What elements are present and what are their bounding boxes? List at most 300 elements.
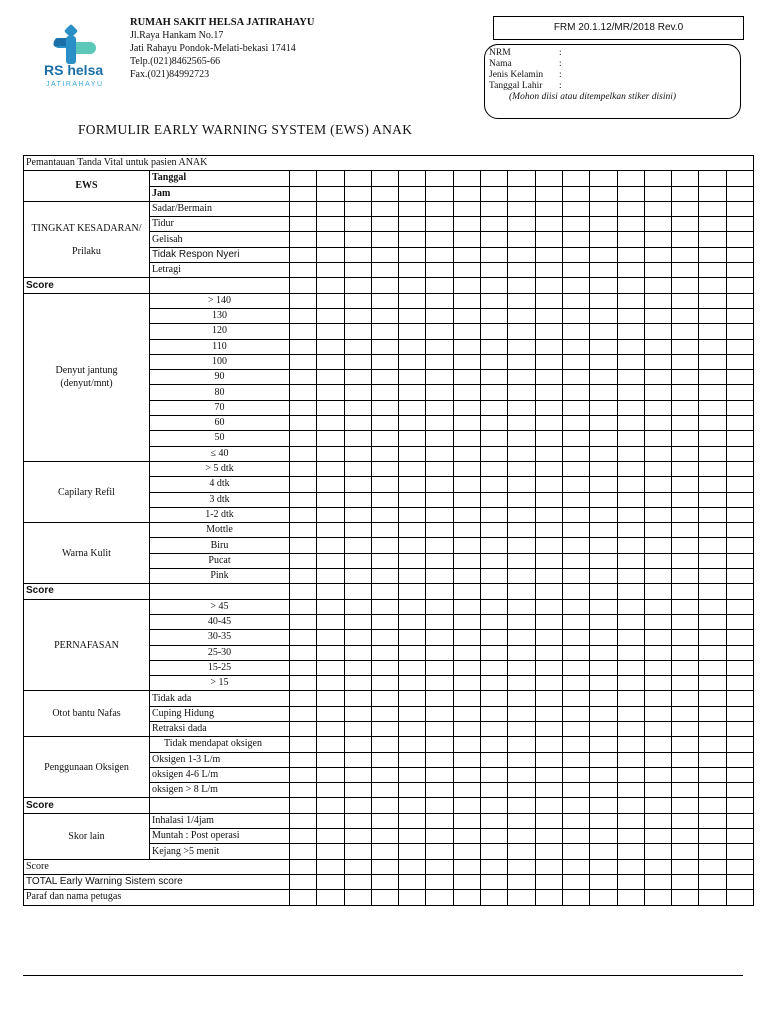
entry-cell[interactable]	[672, 217, 699, 232]
entry-cell[interactable]	[644, 201, 671, 216]
entry-cell[interactable]	[453, 416, 480, 431]
entry-cell[interactable]	[344, 278, 371, 293]
entry-cell[interactable]	[453, 783, 480, 798]
entry-cell[interactable]	[508, 171, 535, 186]
entry-cell[interactable]	[672, 844, 699, 859]
entry-cell[interactable]	[481, 599, 508, 614]
entry-cell[interactable]	[562, 263, 589, 278]
entry-cell[interactable]	[562, 783, 589, 798]
entry-cell[interactable]	[562, 370, 589, 385]
entry-cell[interactable]	[535, 416, 562, 431]
entry-cell[interactable]	[399, 461, 426, 476]
entry-cell[interactable]	[344, 614, 371, 629]
entry-cell[interactable]	[590, 874, 617, 889]
entry-cell[interactable]	[481, 446, 508, 461]
entry-cell[interactable]	[644, 492, 671, 507]
entry-cell[interactable]	[644, 278, 671, 293]
entry-cell[interactable]	[644, 645, 671, 660]
entry-cell[interactable]	[617, 737, 644, 752]
entry-cell[interactable]	[644, 431, 671, 446]
entry-cell[interactable]	[590, 645, 617, 660]
entry-cell[interactable]	[371, 201, 398, 216]
entry-cell[interactable]	[317, 492, 344, 507]
entry-cell[interactable]	[426, 752, 453, 767]
entry-cell[interactable]	[562, 798, 589, 813]
entry-cell[interactable]	[344, 263, 371, 278]
entry-cell[interactable]	[290, 660, 317, 675]
entry-cell[interactable]	[344, 752, 371, 767]
entry-cell[interactable]	[699, 660, 726, 675]
entry-cell[interactable]	[590, 278, 617, 293]
entry-cell[interactable]	[290, 492, 317, 507]
entry-cell[interactable]	[644, 569, 671, 584]
entry-cell[interactable]	[508, 630, 535, 645]
entry-cell[interactable]	[699, 461, 726, 476]
entry-cell[interactable]	[508, 660, 535, 675]
entry-cell[interactable]	[535, 431, 562, 446]
entry-cell[interactable]	[426, 416, 453, 431]
entry-cell[interactable]	[453, 844, 480, 859]
entry-cell[interactable]	[562, 507, 589, 522]
entry-cell[interactable]	[535, 293, 562, 308]
entry-cell[interactable]	[617, 232, 644, 247]
entry-cell[interactable]	[617, 523, 644, 538]
entry-cell[interactable]	[672, 798, 699, 813]
entry-cell[interactable]	[726, 201, 754, 216]
entry-cell[interactable]	[562, 844, 589, 859]
entry-cell[interactable]	[290, 385, 317, 400]
entry-cell[interactable]	[453, 354, 480, 369]
entry-cell[interactable]	[344, 217, 371, 232]
entry-cell[interactable]	[590, 385, 617, 400]
entry-cell[interactable]	[317, 308, 344, 323]
entry-cell[interactable]	[672, 446, 699, 461]
entry-cell[interactable]	[726, 813, 754, 828]
entry-cell[interactable]	[535, 599, 562, 614]
entry-cell[interactable]	[453, 263, 480, 278]
entry-cell[interactable]	[644, 400, 671, 415]
entry-cell[interactable]	[371, 400, 398, 415]
entry-cell[interactable]	[317, 691, 344, 706]
entry-cell[interactable]	[617, 783, 644, 798]
entry-cell[interactable]	[644, 553, 671, 568]
entry-cell[interactable]	[535, 783, 562, 798]
entry-cell[interactable]	[617, 416, 644, 431]
entry-cell[interactable]	[290, 584, 317, 599]
entry-cell[interactable]	[426, 461, 453, 476]
entry-cell[interactable]	[317, 324, 344, 339]
entry-cell[interactable]	[290, 737, 317, 752]
entry-cell[interactable]	[290, 645, 317, 660]
entry-cell[interactable]	[317, 767, 344, 782]
entry-cell[interactable]	[399, 630, 426, 645]
entry-cell[interactable]	[672, 416, 699, 431]
entry-cell[interactable]	[371, 859, 398, 874]
entry-cell[interactable]	[562, 201, 589, 216]
entry-cell[interactable]	[426, 400, 453, 415]
entry-cell[interactable]	[617, 599, 644, 614]
entry-cell[interactable]	[590, 767, 617, 782]
entry-cell[interactable]	[317, 186, 344, 201]
entry-cell[interactable]	[699, 553, 726, 568]
entry-cell[interactable]	[481, 247, 508, 262]
entry-cell[interactable]	[508, 416, 535, 431]
entry-cell[interactable]	[399, 859, 426, 874]
entry-cell[interactable]	[726, 370, 754, 385]
entry-cell[interactable]	[562, 278, 589, 293]
entry-cell[interactable]	[562, 569, 589, 584]
entry-cell[interactable]	[399, 767, 426, 782]
entry-cell[interactable]	[590, 599, 617, 614]
entry-cell[interactable]	[290, 783, 317, 798]
entry-cell[interactable]	[672, 874, 699, 889]
entry-cell[interactable]	[290, 721, 317, 736]
entry-cell[interactable]	[371, 232, 398, 247]
entry-cell[interactable]	[535, 324, 562, 339]
entry-cell[interactable]	[453, 400, 480, 415]
entry-cell[interactable]	[344, 461, 371, 476]
entry-cell[interactable]	[371, 783, 398, 798]
entry-cell[interactable]	[317, 721, 344, 736]
entry-cell[interactable]	[726, 737, 754, 752]
entry-cell[interactable]	[399, 676, 426, 691]
entry-cell[interactable]	[453, 339, 480, 354]
entry-cell[interactable]	[426, 783, 453, 798]
entry-cell[interactable]	[453, 874, 480, 889]
entry-cell[interactable]	[344, 370, 371, 385]
entry-cell[interactable]	[562, 186, 589, 201]
entry-cell[interactable]	[726, 247, 754, 262]
entry-cell[interactable]	[508, 829, 535, 844]
entry-cell[interactable]	[644, 446, 671, 461]
entry-cell[interactable]	[426, 431, 453, 446]
entry-cell[interactable]	[617, 461, 644, 476]
entry-cell[interactable]	[481, 767, 508, 782]
entry-cell[interactable]	[644, 232, 671, 247]
entry-cell[interactable]	[508, 201, 535, 216]
entry-cell[interactable]	[344, 767, 371, 782]
entry-cell[interactable]	[535, 308, 562, 323]
entry-cell[interactable]	[290, 354, 317, 369]
entry-cell[interactable]	[399, 492, 426, 507]
entry-cell[interactable]	[508, 538, 535, 553]
entry-cell[interactable]	[562, 354, 589, 369]
entry-cell[interactable]	[453, 293, 480, 308]
entry-cell[interactable]	[508, 339, 535, 354]
entry-cell[interactable]	[699, 538, 726, 553]
entry-cell[interactable]	[562, 676, 589, 691]
entry-cell[interactable]	[481, 201, 508, 216]
entry-cell[interactable]	[317, 584, 344, 599]
entry-cell[interactable]	[481, 614, 508, 629]
entry-cell[interactable]	[562, 324, 589, 339]
entry-cell[interactable]	[371, 538, 398, 553]
entry-cell[interactable]	[453, 890, 480, 905]
entry-cell[interactable]	[508, 676, 535, 691]
entry-cell[interactable]	[453, 829, 480, 844]
entry-cell[interactable]	[481, 431, 508, 446]
entry-cell[interactable]	[508, 798, 535, 813]
entry-cell[interactable]	[399, 278, 426, 293]
entry-cell[interactable]	[344, 523, 371, 538]
entry-cell[interactable]	[535, 201, 562, 216]
entry-cell[interactable]	[562, 232, 589, 247]
entry-cell[interactable]	[644, 461, 671, 476]
entry-cell[interactable]	[317, 829, 344, 844]
entry-cell[interactable]	[399, 523, 426, 538]
entry-cell[interactable]	[535, 385, 562, 400]
entry-cell[interactable]	[399, 400, 426, 415]
entry-cell[interactable]	[617, 721, 644, 736]
entry-cell[interactable]	[290, 263, 317, 278]
entry-cell[interactable]	[399, 324, 426, 339]
entry-cell[interactable]	[535, 829, 562, 844]
entry-cell[interactable]	[344, 584, 371, 599]
entry-cell[interactable]	[290, 890, 317, 905]
entry-cell[interactable]	[426, 263, 453, 278]
entry-cell[interactable]	[617, 217, 644, 232]
entry-cell[interactable]	[371, 569, 398, 584]
entry-cell[interactable]	[426, 232, 453, 247]
entry-cell[interactable]	[344, 691, 371, 706]
entry-cell[interactable]	[617, 400, 644, 415]
entry-cell[interactable]	[399, 706, 426, 721]
entry-cell[interactable]	[590, 461, 617, 476]
entry-cell[interactable]	[672, 171, 699, 186]
entry-cell[interactable]	[535, 614, 562, 629]
entry-cell[interactable]	[699, 217, 726, 232]
entry-cell[interactable]	[481, 385, 508, 400]
entry-cell[interactable]	[590, 614, 617, 629]
entry-cell[interactable]	[699, 186, 726, 201]
entry-cell[interactable]	[508, 813, 535, 828]
entry-cell[interactable]	[317, 247, 344, 262]
entry-cell[interactable]	[481, 859, 508, 874]
entry-cell[interactable]	[644, 829, 671, 844]
entry-cell[interactable]	[617, 538, 644, 553]
entry-cell[interactable]	[453, 278, 480, 293]
entry-cell[interactable]	[344, 385, 371, 400]
entry-cell[interactable]	[617, 752, 644, 767]
entry-cell[interactable]	[617, 584, 644, 599]
entry-cell[interactable]	[508, 752, 535, 767]
entry-cell[interactable]	[672, 630, 699, 645]
entry-cell[interactable]	[672, 201, 699, 216]
entry-cell[interactable]	[453, 676, 480, 691]
entry-cell[interactable]	[290, 767, 317, 782]
entry-cell[interactable]	[726, 767, 754, 782]
entry-cell[interactable]	[508, 370, 535, 385]
entry-cell[interactable]	[590, 416, 617, 431]
entry-cell[interactable]	[399, 308, 426, 323]
entry-cell[interactable]	[699, 798, 726, 813]
entry-cell[interactable]	[399, 217, 426, 232]
entry-cell[interactable]	[317, 706, 344, 721]
entry-cell[interactable]	[590, 660, 617, 675]
entry-cell[interactable]	[317, 874, 344, 889]
entry-cell[interactable]	[481, 370, 508, 385]
entry-cell[interactable]	[426, 217, 453, 232]
entry-cell[interactable]	[562, 721, 589, 736]
entry-cell[interactable]	[726, 798, 754, 813]
entry-cell[interactable]	[426, 293, 453, 308]
entry-cell[interactable]	[617, 660, 644, 675]
entry-cell[interactable]	[481, 737, 508, 752]
entry-cell[interactable]	[535, 752, 562, 767]
entry-cell[interactable]	[481, 400, 508, 415]
entry-cell[interactable]	[344, 569, 371, 584]
entry-cell[interactable]	[726, 844, 754, 859]
entry-cell[interactable]	[672, 247, 699, 262]
entry-cell[interactable]	[481, 339, 508, 354]
entry-cell[interactable]	[562, 308, 589, 323]
entry-cell[interactable]	[426, 890, 453, 905]
entry-cell[interactable]	[426, 339, 453, 354]
entry-cell[interactable]	[672, 706, 699, 721]
entry-cell[interactable]	[562, 614, 589, 629]
entry-cell[interactable]	[644, 263, 671, 278]
entry-cell[interactable]	[726, 599, 754, 614]
entry-cell[interactable]	[535, 354, 562, 369]
entry-cell[interactable]	[344, 446, 371, 461]
entry-cell[interactable]	[562, 767, 589, 782]
entry-cell[interactable]	[535, 584, 562, 599]
entry-cell[interactable]	[290, 829, 317, 844]
entry-cell[interactable]	[344, 874, 371, 889]
entry-cell[interactable]	[617, 706, 644, 721]
entry-cell[interactable]	[535, 370, 562, 385]
entry-cell[interactable]	[426, 523, 453, 538]
entry-cell[interactable]	[481, 630, 508, 645]
entry-cell[interactable]	[672, 324, 699, 339]
entry-cell[interactable]	[699, 813, 726, 828]
entry-cell[interactable]	[535, 844, 562, 859]
entry-cell[interactable]	[426, 507, 453, 522]
entry-cell[interactable]	[562, 400, 589, 415]
entry-cell[interactable]	[590, 752, 617, 767]
entry-cell[interactable]	[453, 767, 480, 782]
entry-cell[interactable]	[726, 400, 754, 415]
entry-cell[interactable]	[726, 416, 754, 431]
entry-cell[interactable]	[508, 217, 535, 232]
entry-cell[interactable]	[344, 660, 371, 675]
entry-cell[interactable]	[535, 477, 562, 492]
entry-cell[interactable]	[590, 737, 617, 752]
entry-cell[interactable]	[672, 339, 699, 354]
entry-cell[interactable]	[508, 400, 535, 415]
entry-cell[interactable]	[453, 813, 480, 828]
entry-cell[interactable]	[535, 461, 562, 476]
entry-cell[interactable]	[590, 354, 617, 369]
entry-cell[interactable]	[399, 477, 426, 492]
entry-cell[interactable]	[590, 492, 617, 507]
entry-cell[interactable]	[699, 431, 726, 446]
entry-cell[interactable]	[317, 477, 344, 492]
entry-cell[interactable]	[726, 829, 754, 844]
entry-cell[interactable]	[617, 614, 644, 629]
entry-cell[interactable]	[481, 660, 508, 675]
entry-cell[interactable]	[453, 247, 480, 262]
entry-cell[interactable]	[399, 569, 426, 584]
entry-cell[interactable]	[699, 645, 726, 660]
entry-cell[interactable]	[399, 691, 426, 706]
entry-cell[interactable]	[699, 232, 726, 247]
entry-cell[interactable]	[453, 308, 480, 323]
entry-cell[interactable]	[453, 538, 480, 553]
entry-cell[interactable]	[481, 416, 508, 431]
entry-cell[interactable]	[290, 691, 317, 706]
entry-cell[interactable]	[644, 217, 671, 232]
entry-cell[interactable]	[644, 630, 671, 645]
entry-cell[interactable]	[726, 431, 754, 446]
entry-cell[interactable]	[535, 278, 562, 293]
entry-cell[interactable]	[726, 263, 754, 278]
entry-cell[interactable]	[644, 293, 671, 308]
entry-cell[interactable]	[290, 247, 317, 262]
entry-cell[interactable]	[672, 660, 699, 675]
entry-cell[interactable]	[562, 691, 589, 706]
entry-cell[interactable]	[535, 171, 562, 186]
entry-cell[interactable]	[344, 492, 371, 507]
entry-cell[interactable]	[699, 829, 726, 844]
entry-cell[interactable]	[317, 339, 344, 354]
entry-cell[interactable]	[726, 676, 754, 691]
entry-cell[interactable]	[699, 676, 726, 691]
entry-cell[interactable]	[453, 232, 480, 247]
entry-cell[interactable]	[508, 324, 535, 339]
entry-cell[interactable]	[481, 783, 508, 798]
entry-cell[interactable]	[426, 721, 453, 736]
entry-cell[interactable]	[508, 645, 535, 660]
entry-cell[interactable]	[344, 324, 371, 339]
entry-cell[interactable]	[399, 553, 426, 568]
entry-cell[interactable]	[535, 232, 562, 247]
entry-cell[interactable]	[699, 293, 726, 308]
entry-cell[interactable]	[672, 263, 699, 278]
entry-cell[interactable]	[481, 584, 508, 599]
entry-cell[interactable]	[481, 354, 508, 369]
entry-cell[interactable]	[399, 614, 426, 629]
entry-cell[interactable]	[672, 813, 699, 828]
entry-cell[interactable]	[290, 523, 317, 538]
entry-cell[interactable]	[590, 446, 617, 461]
entry-cell[interactable]	[426, 354, 453, 369]
entry-cell[interactable]	[508, 385, 535, 400]
entry-cell[interactable]	[426, 553, 453, 568]
entry-cell[interactable]	[617, 446, 644, 461]
entry-cell[interactable]	[535, 874, 562, 889]
entry-cell[interactable]	[644, 247, 671, 262]
entry-cell[interactable]	[590, 584, 617, 599]
entry-cell[interactable]	[644, 691, 671, 706]
entry-cell[interactable]	[290, 370, 317, 385]
entry-cell[interactable]	[535, 263, 562, 278]
entry-cell[interactable]	[644, 523, 671, 538]
entry-cell[interactable]	[617, 247, 644, 262]
entry-cell[interactable]	[672, 186, 699, 201]
entry-cell[interactable]	[290, 630, 317, 645]
entry-cell[interactable]	[426, 278, 453, 293]
entry-cell[interactable]	[672, 354, 699, 369]
entry-cell[interactable]	[399, 385, 426, 400]
entry-cell[interactable]	[590, 676, 617, 691]
entry-cell[interactable]	[508, 874, 535, 889]
entry-cell[interactable]	[535, 691, 562, 706]
entry-cell[interactable]	[481, 278, 508, 293]
entry-cell[interactable]	[590, 523, 617, 538]
entry-cell[interactable]	[535, 859, 562, 874]
entry-cell[interactable]	[426, 538, 453, 553]
